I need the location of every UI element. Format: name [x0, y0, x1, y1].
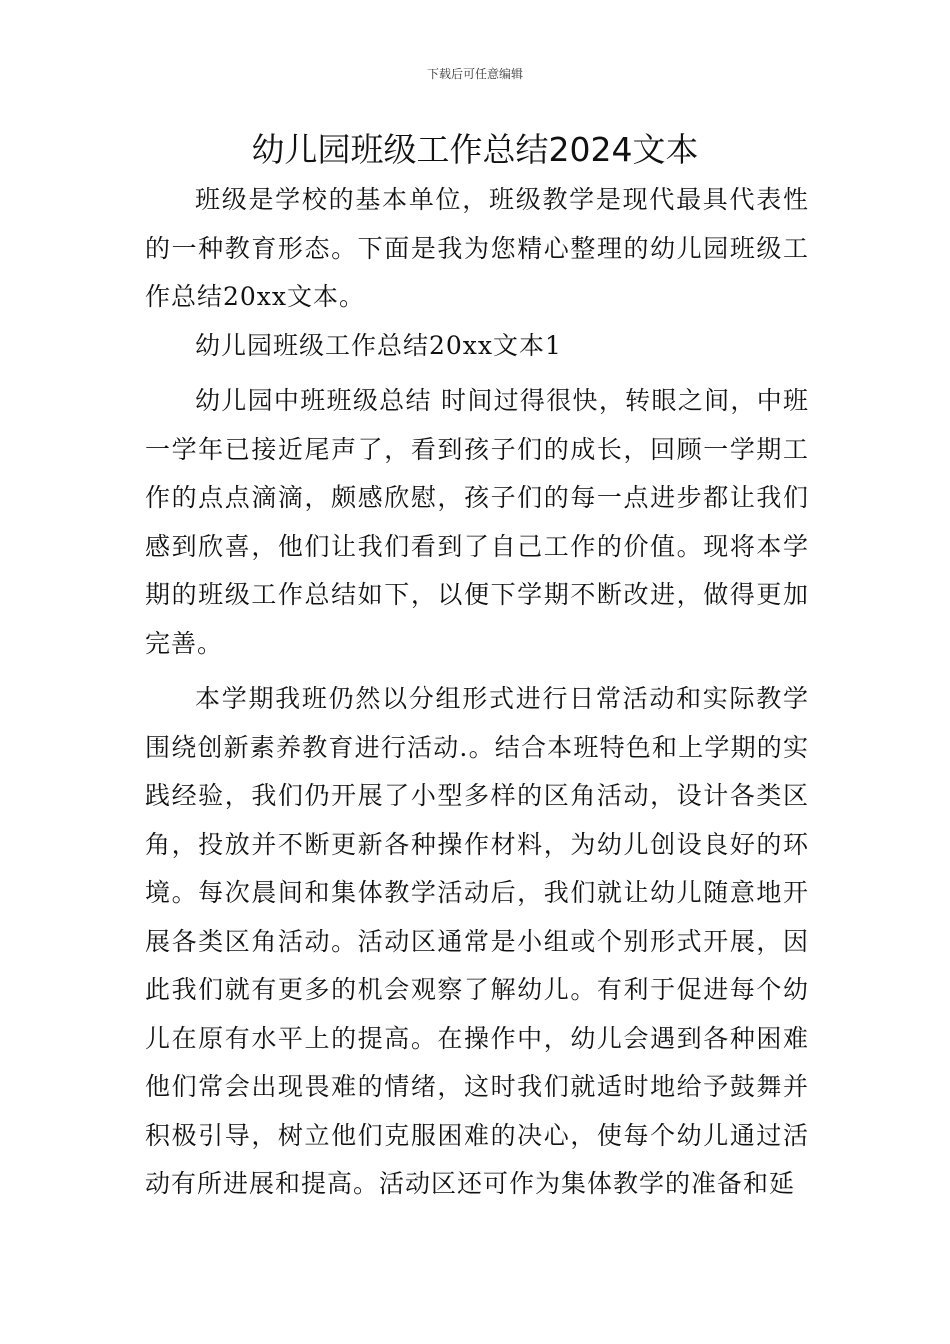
document-title: 幼儿园班级工作总结2024文本	[251, 130, 699, 169]
header-note: 下载后可任意编辑	[426, 67, 523, 81]
intro-paragraph: 班级是学校的基本单位，班级教学是现代最具代表性的一种教育形态。下面是我为您精心整理的幼儿园班级工作总结20xx文本。	[145, 185, 809, 311]
body-paragraph-2: 本学期我班仍然以分组形式进行日常活动和实际教学围绕创新素养教育进行活动.。结合本班特色和上学期的实践经验，我们仍开展了小型多样的区角活动，设计各类区角，投放并不断更新各种操作材料，为幼儿创设良好的环境。每次晨间和集体教学活动后，我们就让幼儿随意地开展各类区角活动。活动区通常是小组或个别形式开展，因此我们就有更多的机会观察了解幼儿。有利于促进每个幼儿在原有水平上的提高。在操作中，幼儿会遇到各种困难他们常会出现畏难的情绪，这时我们就适时地给予鼓舞并积极引导，树立他们克服困难的决心，使每个幼儿通过活动有所进展和提高。活动区还可作为集体教学的准备和延	[145, 684, 809, 1198]
section-heading: 幼儿园班级工作总结20xx文本1	[195, 330, 562, 360]
document-body	[145, 176, 809, 1209]
body-paragraph-1: 幼儿园中班班级总结 时间过得很快，转眼之间，中班一学年已接近尾声了，看到孩子们的成长，回顾一学期工作的点点滴滴，颇感欣慰，孩子们的每一点进步都让我们感到欣喜，他们让我们看到了自己工作的价值。现将本学期的班级工作总结如下，以便下学期不断改进，做得更加完善。	[145, 386, 809, 658]
